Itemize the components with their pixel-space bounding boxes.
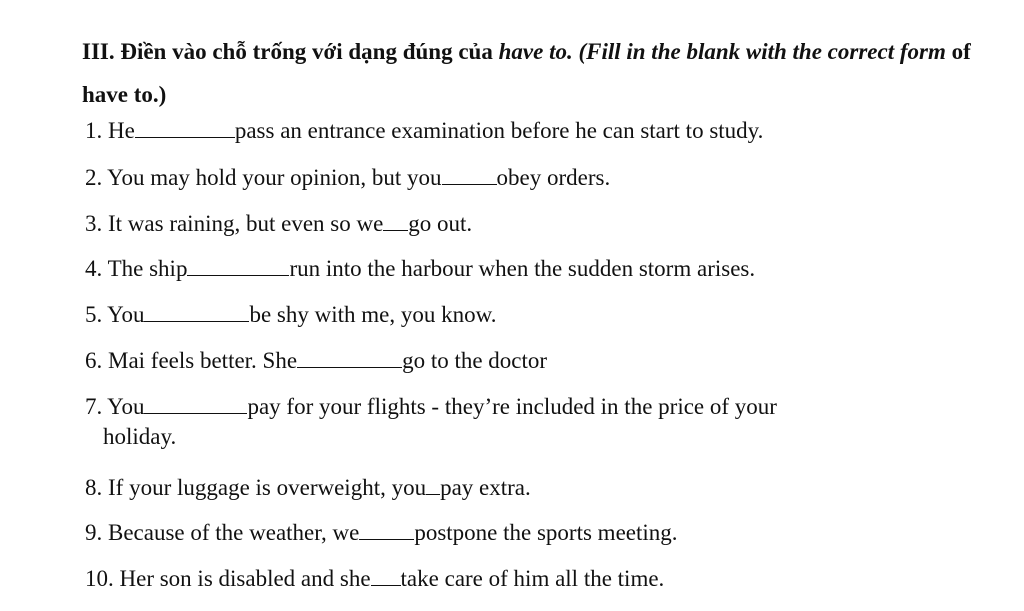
- question-text-before: You may hold your opinion, but you: [107, 165, 442, 190]
- question-text-after: pass an entrance examination before he can start to study.: [234, 118, 764, 143]
- question-text-after: be shy with me, you know.: [249, 302, 497, 327]
- question-8: [85, 473, 985, 503]
- question-text-after: postpone the sports meeting.: [414, 520, 678, 545]
- question-text-after: pay for your flights - they’re included in the price of your: [247, 394, 777, 419]
- answer-blank[interactable]: [442, 164, 497, 185]
- question-text-before: Mai feels better. She: [108, 348, 298, 373]
- question-text-after: pay extra.: [440, 475, 531, 500]
- answer-blank[interactable]: [297, 347, 402, 368]
- question-text-continued: holiday.: [103, 424, 177, 449]
- question-number: 3.: [85, 211, 103, 236]
- heading-end: of have to.): [82, 39, 971, 107]
- heading-vietnamese: III. Điền vào chỗ trống với dạng đúng của: [82, 39, 499, 64]
- question-7: [85, 392, 985, 452]
- question-number: 4.: [85, 256, 103, 281]
- question-2: [85, 163, 985, 193]
- answer-blank[interactable]: [144, 301, 249, 322]
- question-9: [85, 518, 985, 548]
- answer-blank[interactable]: [383, 210, 408, 231]
- question-number: 6.: [85, 348, 103, 373]
- answer-blank[interactable]: [371, 565, 401, 586]
- question-text-after: obey orders.: [496, 165, 611, 190]
- question-6: [85, 346, 985, 376]
- question-text-before: If your luggage is overweight, you: [108, 475, 427, 500]
- question-text-before: Her son is disabled and she: [119, 566, 371, 591]
- question-text-after: run into the harbour when the sudden storm arises.: [289, 256, 756, 281]
- answer-blank[interactable]: [135, 117, 235, 138]
- question-text-after: go to the doctor: [402, 348, 548, 373]
- question-text-before: It was raining, but even so we: [108, 211, 384, 236]
- question-number: 8.: [85, 475, 103, 500]
- answer-blank[interactable]: [144, 393, 247, 414]
- question-text-before: The ship: [107, 256, 188, 281]
- question-4: [85, 254, 985, 284]
- question-text-after: go out.: [408, 211, 473, 236]
- heading-italic: have to. (Fill in the blank with the correct form: [498, 39, 946, 64]
- question-1: [85, 116, 985, 146]
- question-number: 1.: [85, 118, 103, 143]
- answer-blank[interactable]: [426, 474, 440, 495]
- answer-blank[interactable]: [359, 519, 414, 540]
- question-number: 7.: [85, 394, 103, 419]
- exercise-heading: [82, 30, 982, 116]
- question-number: 5.: [85, 302, 103, 327]
- question-3: [85, 209, 985, 239]
- question-text-before: You: [107, 394, 145, 419]
- question-text-before: Because of the weather, we: [108, 520, 360, 545]
- answer-blank[interactable]: [187, 255, 289, 276]
- question-text-after: take care of him all the time.: [400, 566, 665, 591]
- question-text-before: He: [108, 118, 135, 143]
- question-number: 10.: [85, 566, 114, 591]
- question-text-before: You: [107, 302, 145, 327]
- question-number: 2.: [85, 165, 103, 190]
- question-10: [85, 564, 985, 594]
- question-number: 9.: [85, 520, 103, 545]
- question-5: [85, 300, 985, 330]
